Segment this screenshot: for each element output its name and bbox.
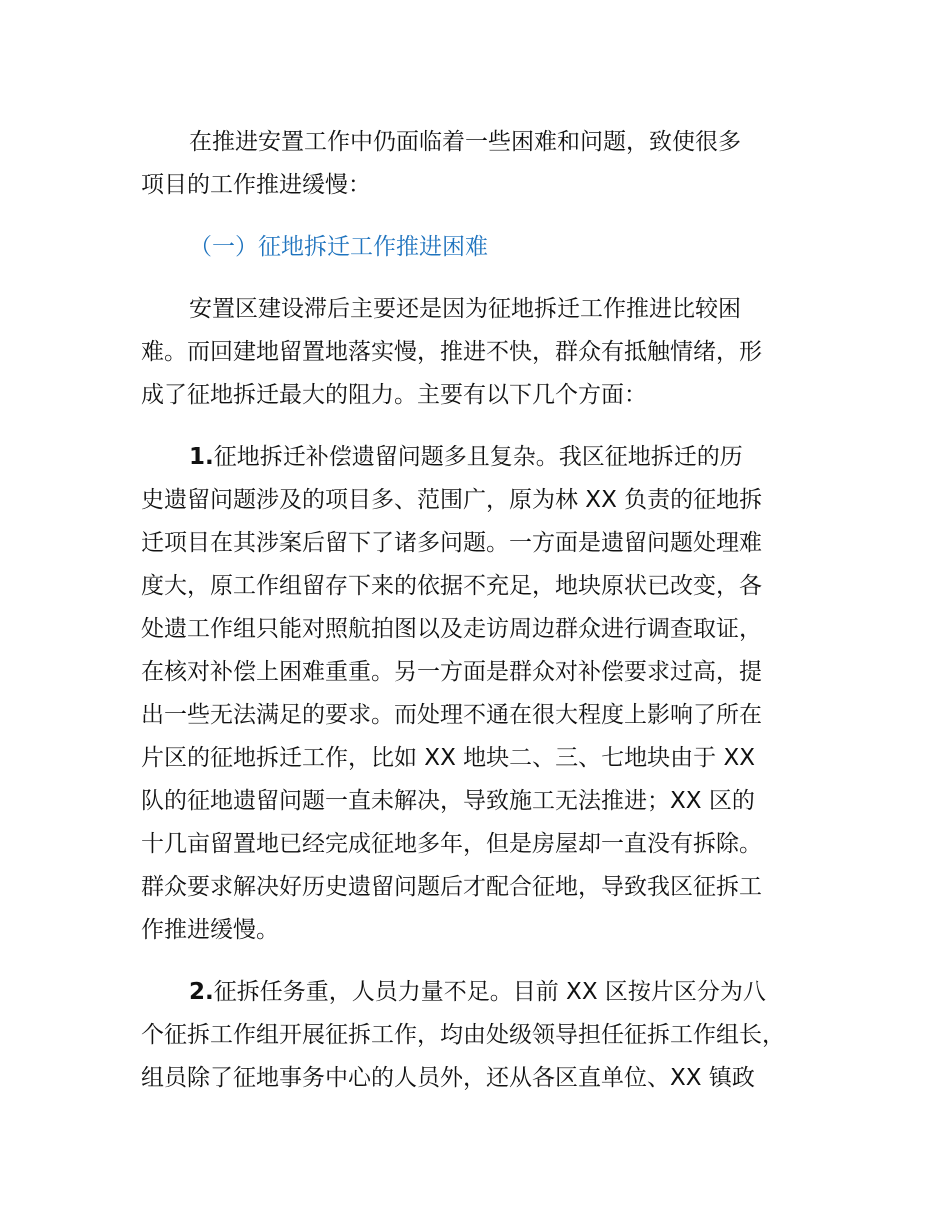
item1-line-3: 迁项目在其涉案后留下了诸多问题。一方面是遗留问题处理难 (141, 530, 762, 556)
item1-line-7: 出一些无法满足的要求。而处理不通在很大程度上影响了所在 (141, 702, 762, 728)
item1-line-2: 史遗留问题涉及的项目多、范围广，原为林 XX 负责的征地拆 (141, 487, 763, 513)
item1-line-8: 片区的征地拆迁工作，比如 XX 地块二、三、七地块由于 XX (141, 745, 755, 771)
intro-line-1: 在推进安置工作中仍面临着一些困难和问题，致使很多 (189, 129, 741, 155)
item1-line-9: 队的征地遗留问题一直未解决，导致施工无法推进；XX 区的 (141, 788, 755, 814)
item1-line-12: 作推进缓慢。 (141, 917, 279, 943)
item1-number: 1. (189, 444, 214, 470)
item1-line-6: 在核对补偿上困难重重。另一方面是群众对补偿要求过高，提 (141, 659, 762, 685)
item2-line-3: 组员除了征地事务中心的人员外，还从各区直单位、XX 镇政 (141, 1065, 755, 1091)
item2-line-1-text: 征拆任务重，人员力量不足。目前 XX 区按片区分为八 (213, 979, 766, 1005)
item2-line-1 (189, 977, 766, 1007)
item1-line-1 (189, 442, 743, 472)
para1-line-2: 难。而回建地留置地落实慢，推进不快，群众有抵触情绪，形 (141, 339, 762, 365)
item1-line-5: 处遗工作组只能对照航拍图以及走访周边群众进行调查取证， (141, 616, 762, 642)
intro-line-2: 项目的工作推进缓慢： (141, 172, 371, 198)
item1-line-1-text: 征地拆迁补偿遗留问题多且复杂。我区征地拆迁的历 (213, 444, 743, 470)
item2-number: 2. (189, 979, 214, 1005)
para1-line-3: 成了征地拆迁最大的阻力。主要有以下几个方面： (141, 382, 647, 408)
item1-line-11: 群众要求解决好历史遗留问题后才配合征地，导致我区征拆工 (141, 874, 762, 900)
item1-line-10: 十几亩留置地已经完成征地多年，但是房屋却一直没有拆除。 (141, 831, 762, 857)
item1-line-4: 度大，原工作组留存下来的依据不充足，地块原状已改变，各 (141, 573, 762, 599)
section-heading: （一）征地拆迁工作推进困难 (189, 234, 488, 260)
item2-line-2: 个征拆工作组开展征拆工作，均由处级领导担任征拆工作组长， (141, 1022, 785, 1048)
para1-line-1: 安置区建设滞后主要还是因为征地拆迁工作推进比较困 (189, 296, 741, 322)
